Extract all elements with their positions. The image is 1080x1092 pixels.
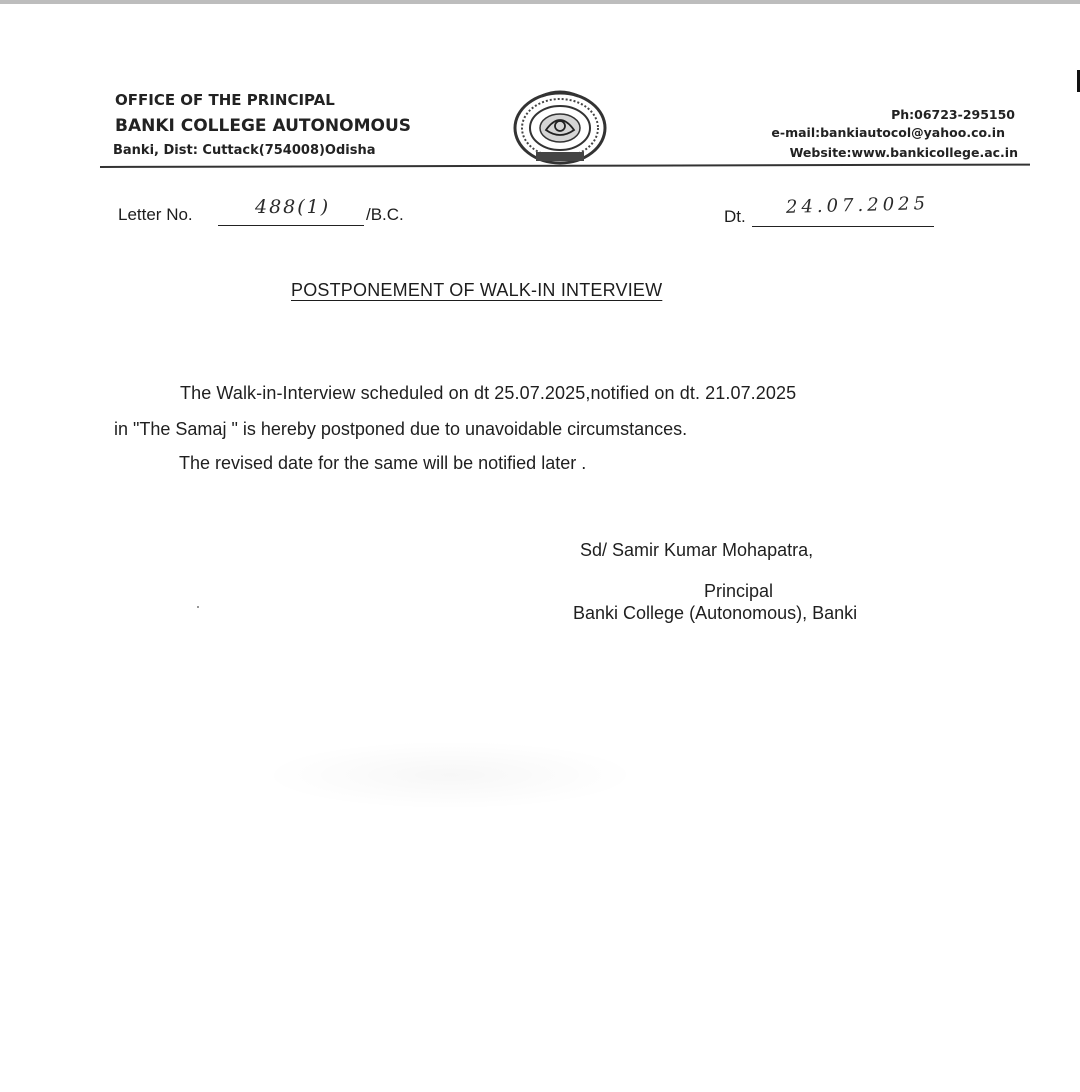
subject-heading: POSTPONEMENT OF WALK-IN INTERVIEW <box>291 280 663 300</box>
paper-smudge <box>260 740 640 810</box>
date-value: 24.07.2025 <box>785 193 930 218</box>
date-line <box>752 226 934 227</box>
office-title: OFFICE OF THE PRINCIPAL <box>115 91 335 109</box>
top-border <box>0 0 1080 4</box>
college-address: Banki, Dist: Cuttack(754008)Odisha <box>113 143 376 158</box>
body-line-3: The revised date for the same will be notified later . <box>179 453 587 473</box>
header-rule <box>100 164 1030 168</box>
letter-no-line <box>218 225 364 226</box>
college-name: BANKI COLLEGE AUTONOMOUS <box>115 116 412 136</box>
signatory-institution: Banki College (Autonomous), Banki <box>573 603 858 623</box>
paper-speck <box>197 606 199 608</box>
letter-no-label: Letter No. <box>118 205 193 224</box>
letter-suffix: /B.C. <box>366 205 404 224</box>
college-seal-icon <box>512 90 608 166</box>
phone-number: Ph:06723-295150 <box>891 107 1015 122</box>
date-label: Dt. <box>724 207 746 226</box>
body-line-2: in "The Samaj " is hereby postponed due to unavoidable circumstances. <box>114 419 688 439</box>
signatory-name: Sd/ Samir Kumar Mohapatra, <box>580 540 814 560</box>
letter-number: 488(1) <box>255 196 331 218</box>
body-line-1: The Walk-in-Interview scheduled on dt 25.07.2025,notified on dt. 21.07.2025 <box>180 383 797 403</box>
website-address: Website:www.bankicollege.ac.in <box>789 145 1018 160</box>
email-address: e-mail:bankiautocol@yahoo.co.in <box>771 125 1005 140</box>
signatory-designation: Principal <box>704 581 774 601</box>
